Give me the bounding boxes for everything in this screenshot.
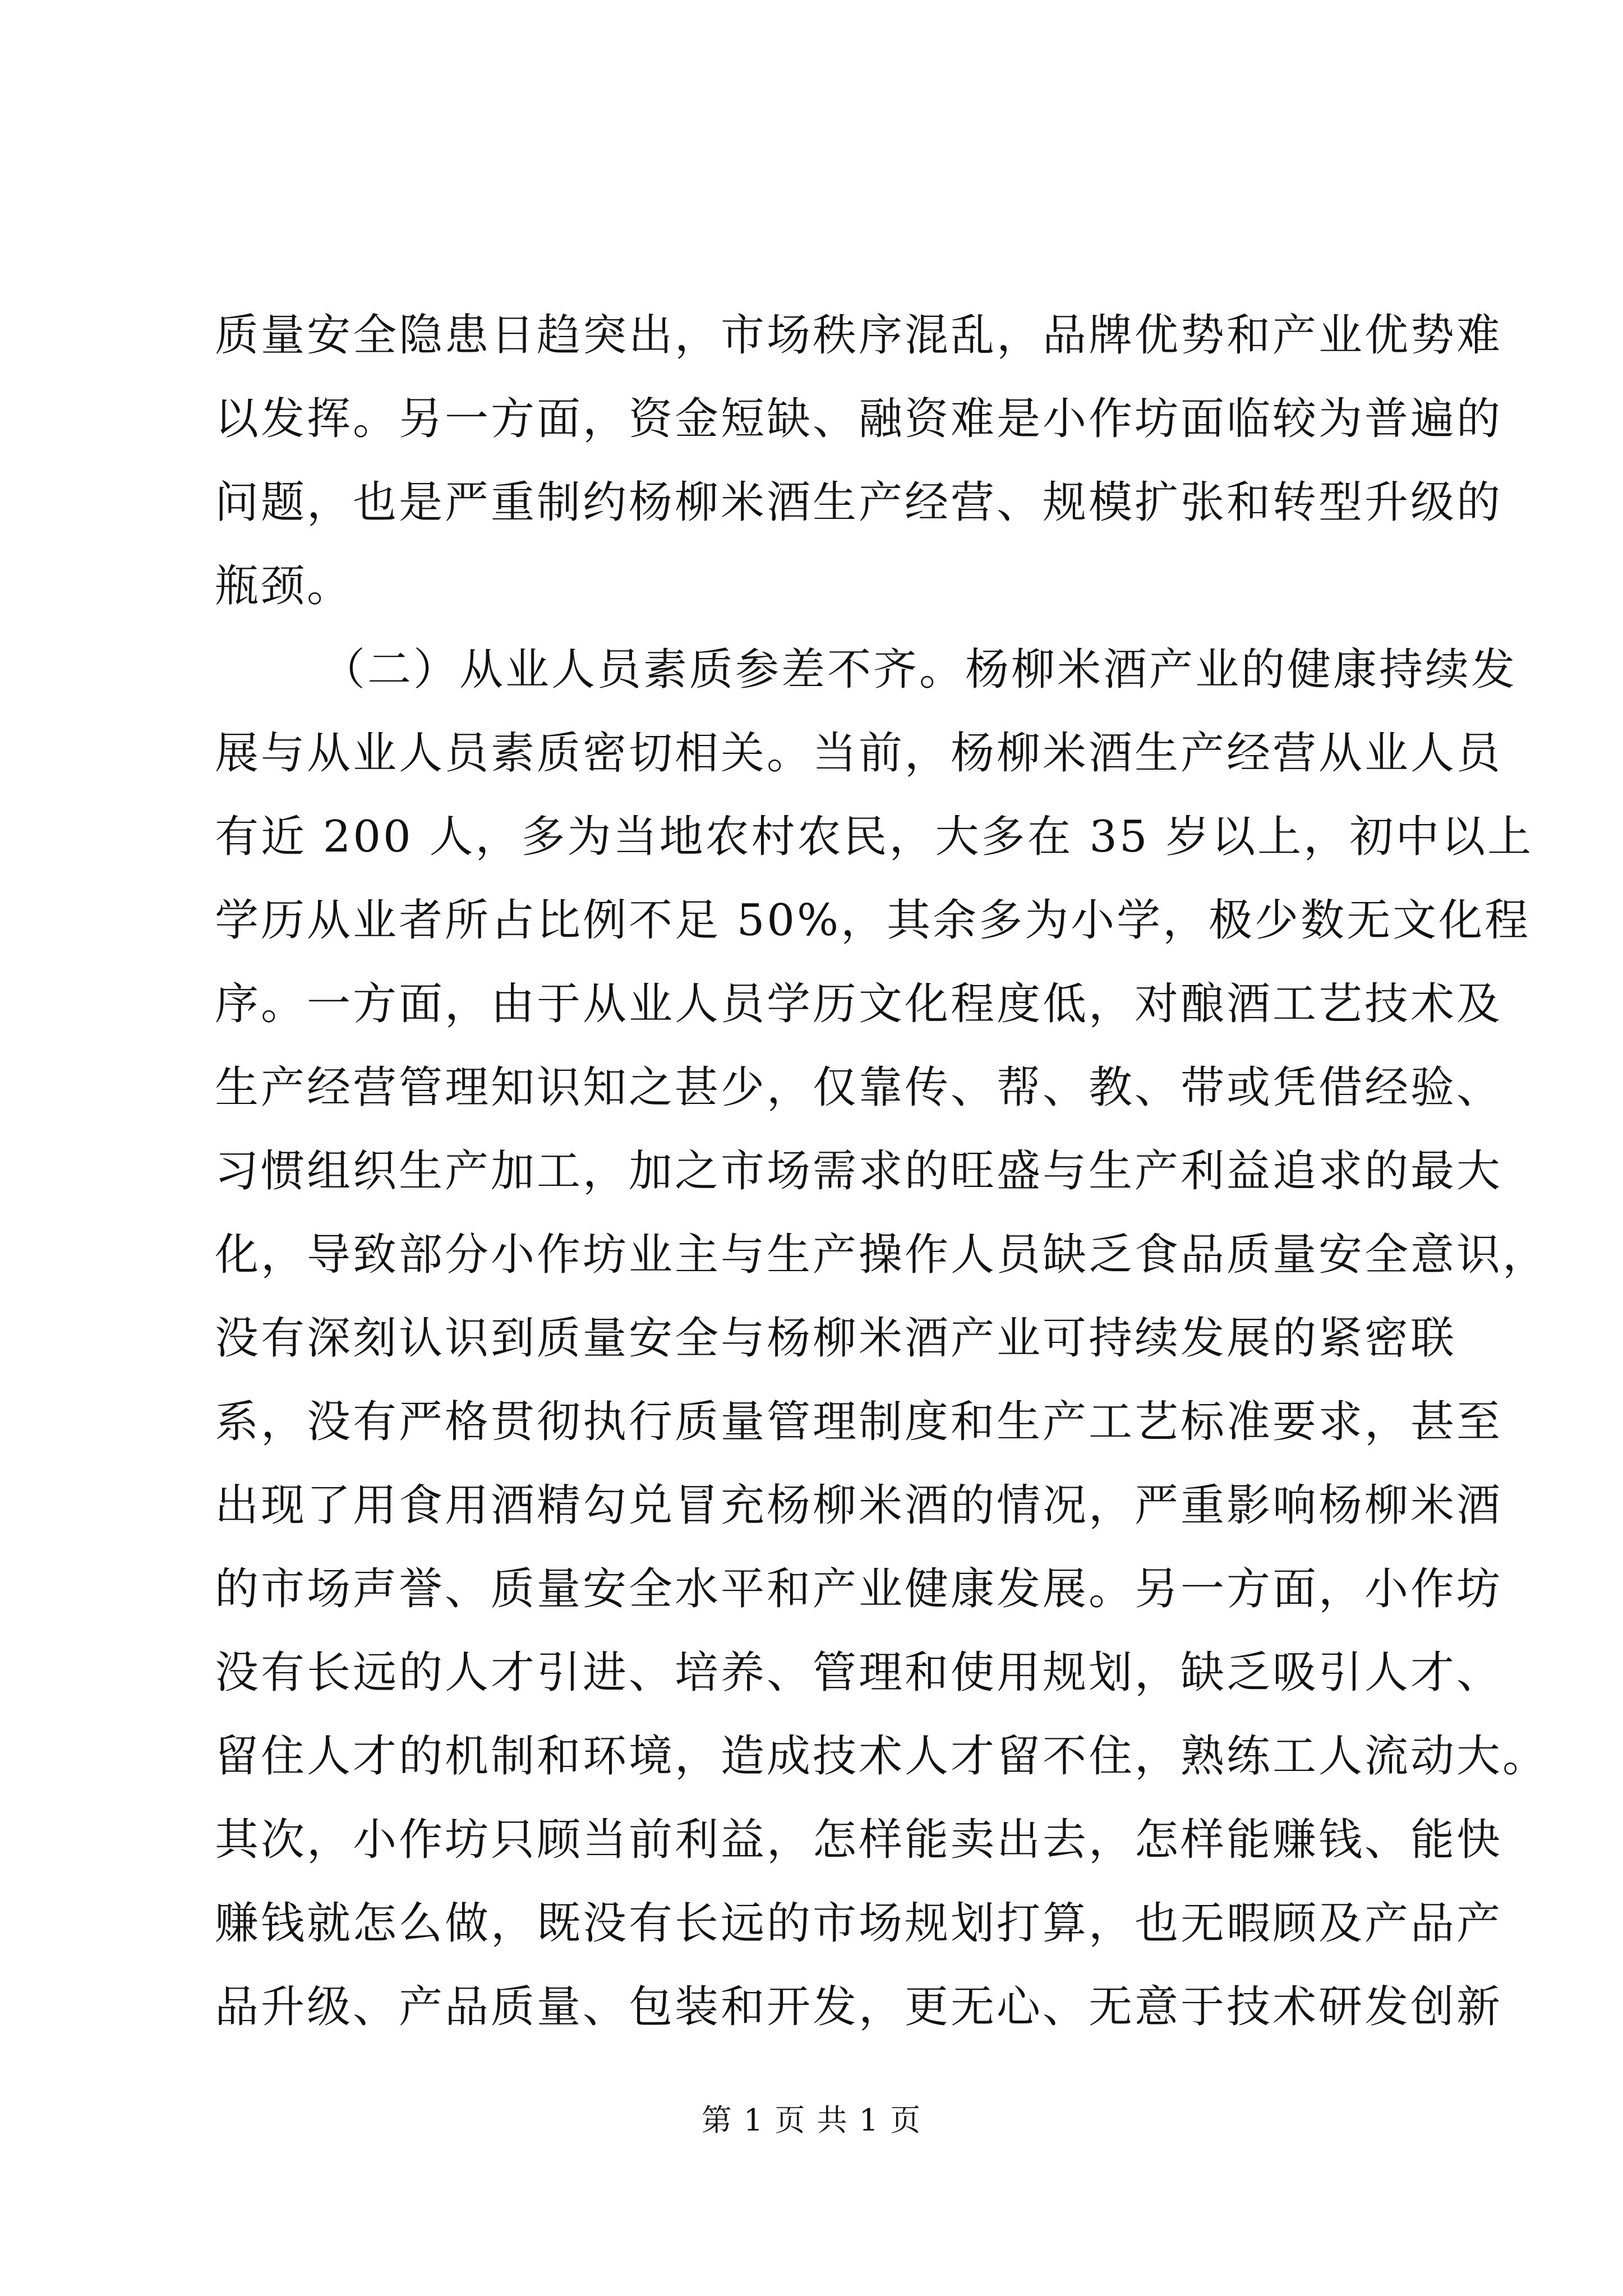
text-line: 出现了用食用酒精勾兑冒充杨柳米酒的情况，严重影响杨柳米酒 <box>215 1480 1503 1531</box>
body-text <box>215 294 1549 2049</box>
paragraph-start-line: （二）从业人员素质参差不齐。杨柳米酒产业的健康持续发 <box>321 645 1518 695</box>
text-line: 展与从业人员素质密切相关。当前，杨柳米酒生产经营从业人员 <box>215 728 1503 779</box>
text-line: 系，没有严格贯彻执行质量管理制度和生产工艺标准要求，甚至 <box>215 1397 1503 1447</box>
text-line: 其次，小作坊只顾当前利益，怎样能卖出去，怎样能赚钱、能快 <box>215 1815 1503 1865</box>
text-line: 有近 200 人，多为当地农村农民，大多在 35 岁以上，初中以上 <box>215 812 1534 862</box>
text-line: 问题，也是严重制约杨柳米酒生产经营、规模扩张和转型升级的 <box>215 477 1503 528</box>
text-line: 以发挥。另一方面，资金短缺、融资难是小作坊面临较为普遍的 <box>215 394 1503 444</box>
text-line: 质量安全隐患日趋突出，市场秩序混乱，品牌优势和产业优势难 <box>215 310 1503 361</box>
text-line: 赚钱就怎么做，既没有长远的市场规划打算，也无暇顾及产品产 <box>215 1898 1503 1949</box>
text-line: 没有深刻认识到质量安全与杨柳米酒产业可持续发展的紧密联 <box>215 1313 1457 1364</box>
text-line: 的市场声誉、质量安全水平和产业健康发展。另一方面，小作坊 <box>215 1564 1503 1614</box>
text-line: 化，导致部分小作坊业主与生产操作人员缺乏食品质量安全意识， <box>215 1230 1549 1280</box>
text-line: 序。一方面，由于从业人员学历文化程度低，对酿酒工艺技术及 <box>215 979 1503 1029</box>
text-line: 学历从业者所占比例不足 50%，其余多为小学，极少数无文化程 <box>215 895 1531 946</box>
text-line: 留住人才的机制和环境，造成技术人才留不住，熟练工人流动大。 <box>215 1731 1549 1782</box>
page-footer: 第 1 页 共 1 页 <box>701 2102 922 2138</box>
text-line: 品升级、产品质量、包装和开发，更无心、无意于技术研发创新 <box>215 1982 1503 2032</box>
text-line: 习惯组织生产加工，加之市场需求的旺盛与生产利益追求的最大 <box>215 1146 1503 1197</box>
text-line: 瓶颈。 <box>215 561 353 611</box>
text-line: 没有长远的人才引进、培养、管理和使用规划，缺乏吸引人才、 <box>215 1648 1503 1698</box>
text-line: 生产经营管理知识知之甚少，仅靠传、帮、教、带或凭借经验、 <box>215 1062 1503 1113</box>
